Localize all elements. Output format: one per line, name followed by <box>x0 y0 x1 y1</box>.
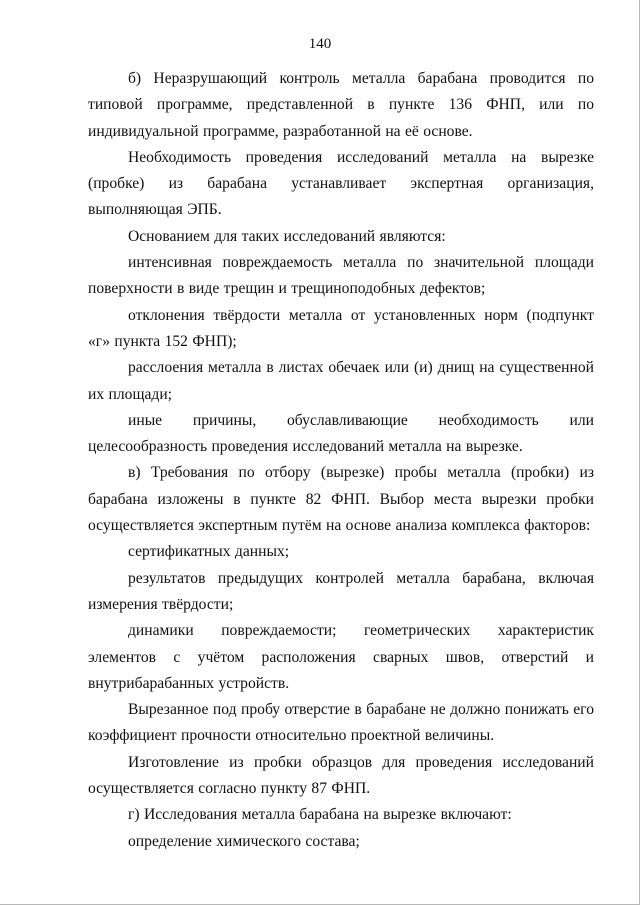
paragraph: б) Неразрушающий контроль металла барабана проводится по типовой программе, представленной в пункте 136 ФНП, или по индивидуальной программе, разработанной на её основе. <box>88 70 594 140</box>
paragraph: Вырезанное под пробу отверстие в барабане не должно понижать его коэффициент прочности относительно проектной величины. <box>88 701 594 745</box>
paragraph: сертификатных данных; <box>128 543 290 561</box>
paragraph: результатов предыдущих контролей металла барабана, включая измерения твёрдости; <box>88 569 594 613</box>
paragraph: Изготовление из пробки образцов для проведения исследований осуществляется согласно пункту 87 ФНП. <box>88 753 594 798</box>
paragraph: интенсивная повреждаемость металла по значительной площади поверхности в виде трещин и трещиноподобных дефектов; <box>88 254 594 298</box>
paragraph: Необходимость проведения исследований металла на вырезке (пробке) из барабана устанавливает экспертная организация, выполняющая ЭПБ. <box>88 148 594 219</box>
paragraph: расслоения металла в листах обечаек или (и) днищ на существенной их площади; <box>88 359 594 403</box>
document-body <box>88 66 594 855</box>
page-number: 140 <box>308 36 332 52</box>
paragraph: Основанием для таких исследований являются: <box>128 227 446 245</box>
paragraph: динамики повреждаемости; геометрических характеристик элементов с учётом расположения сварных швов, отверстий и внутрибарабанных устройств. <box>88 622 594 692</box>
paragraph: иные причины, обуславливающие необходимость или целесообразность проведения исследований металла на вырезке. <box>88 411 594 456</box>
paragraph: отклонения твёрдости металла от установленных норм (подпункт «г» пункта 152 ФНП); <box>88 306 594 350</box>
paragraph: определение химического состава; <box>128 832 360 850</box>
paragraph: в) Требования по отбору (вырезке) пробы металла (пробки) из барабана изложены в пункте 82 ФНП. Выбор места вырезки пробки осуществляется экспертным путём на основе анализа комплекса факторов: <box>88 464 594 535</box>
paragraph: г) Исследования металла барабана на вырезке включают: <box>128 806 512 824</box>
